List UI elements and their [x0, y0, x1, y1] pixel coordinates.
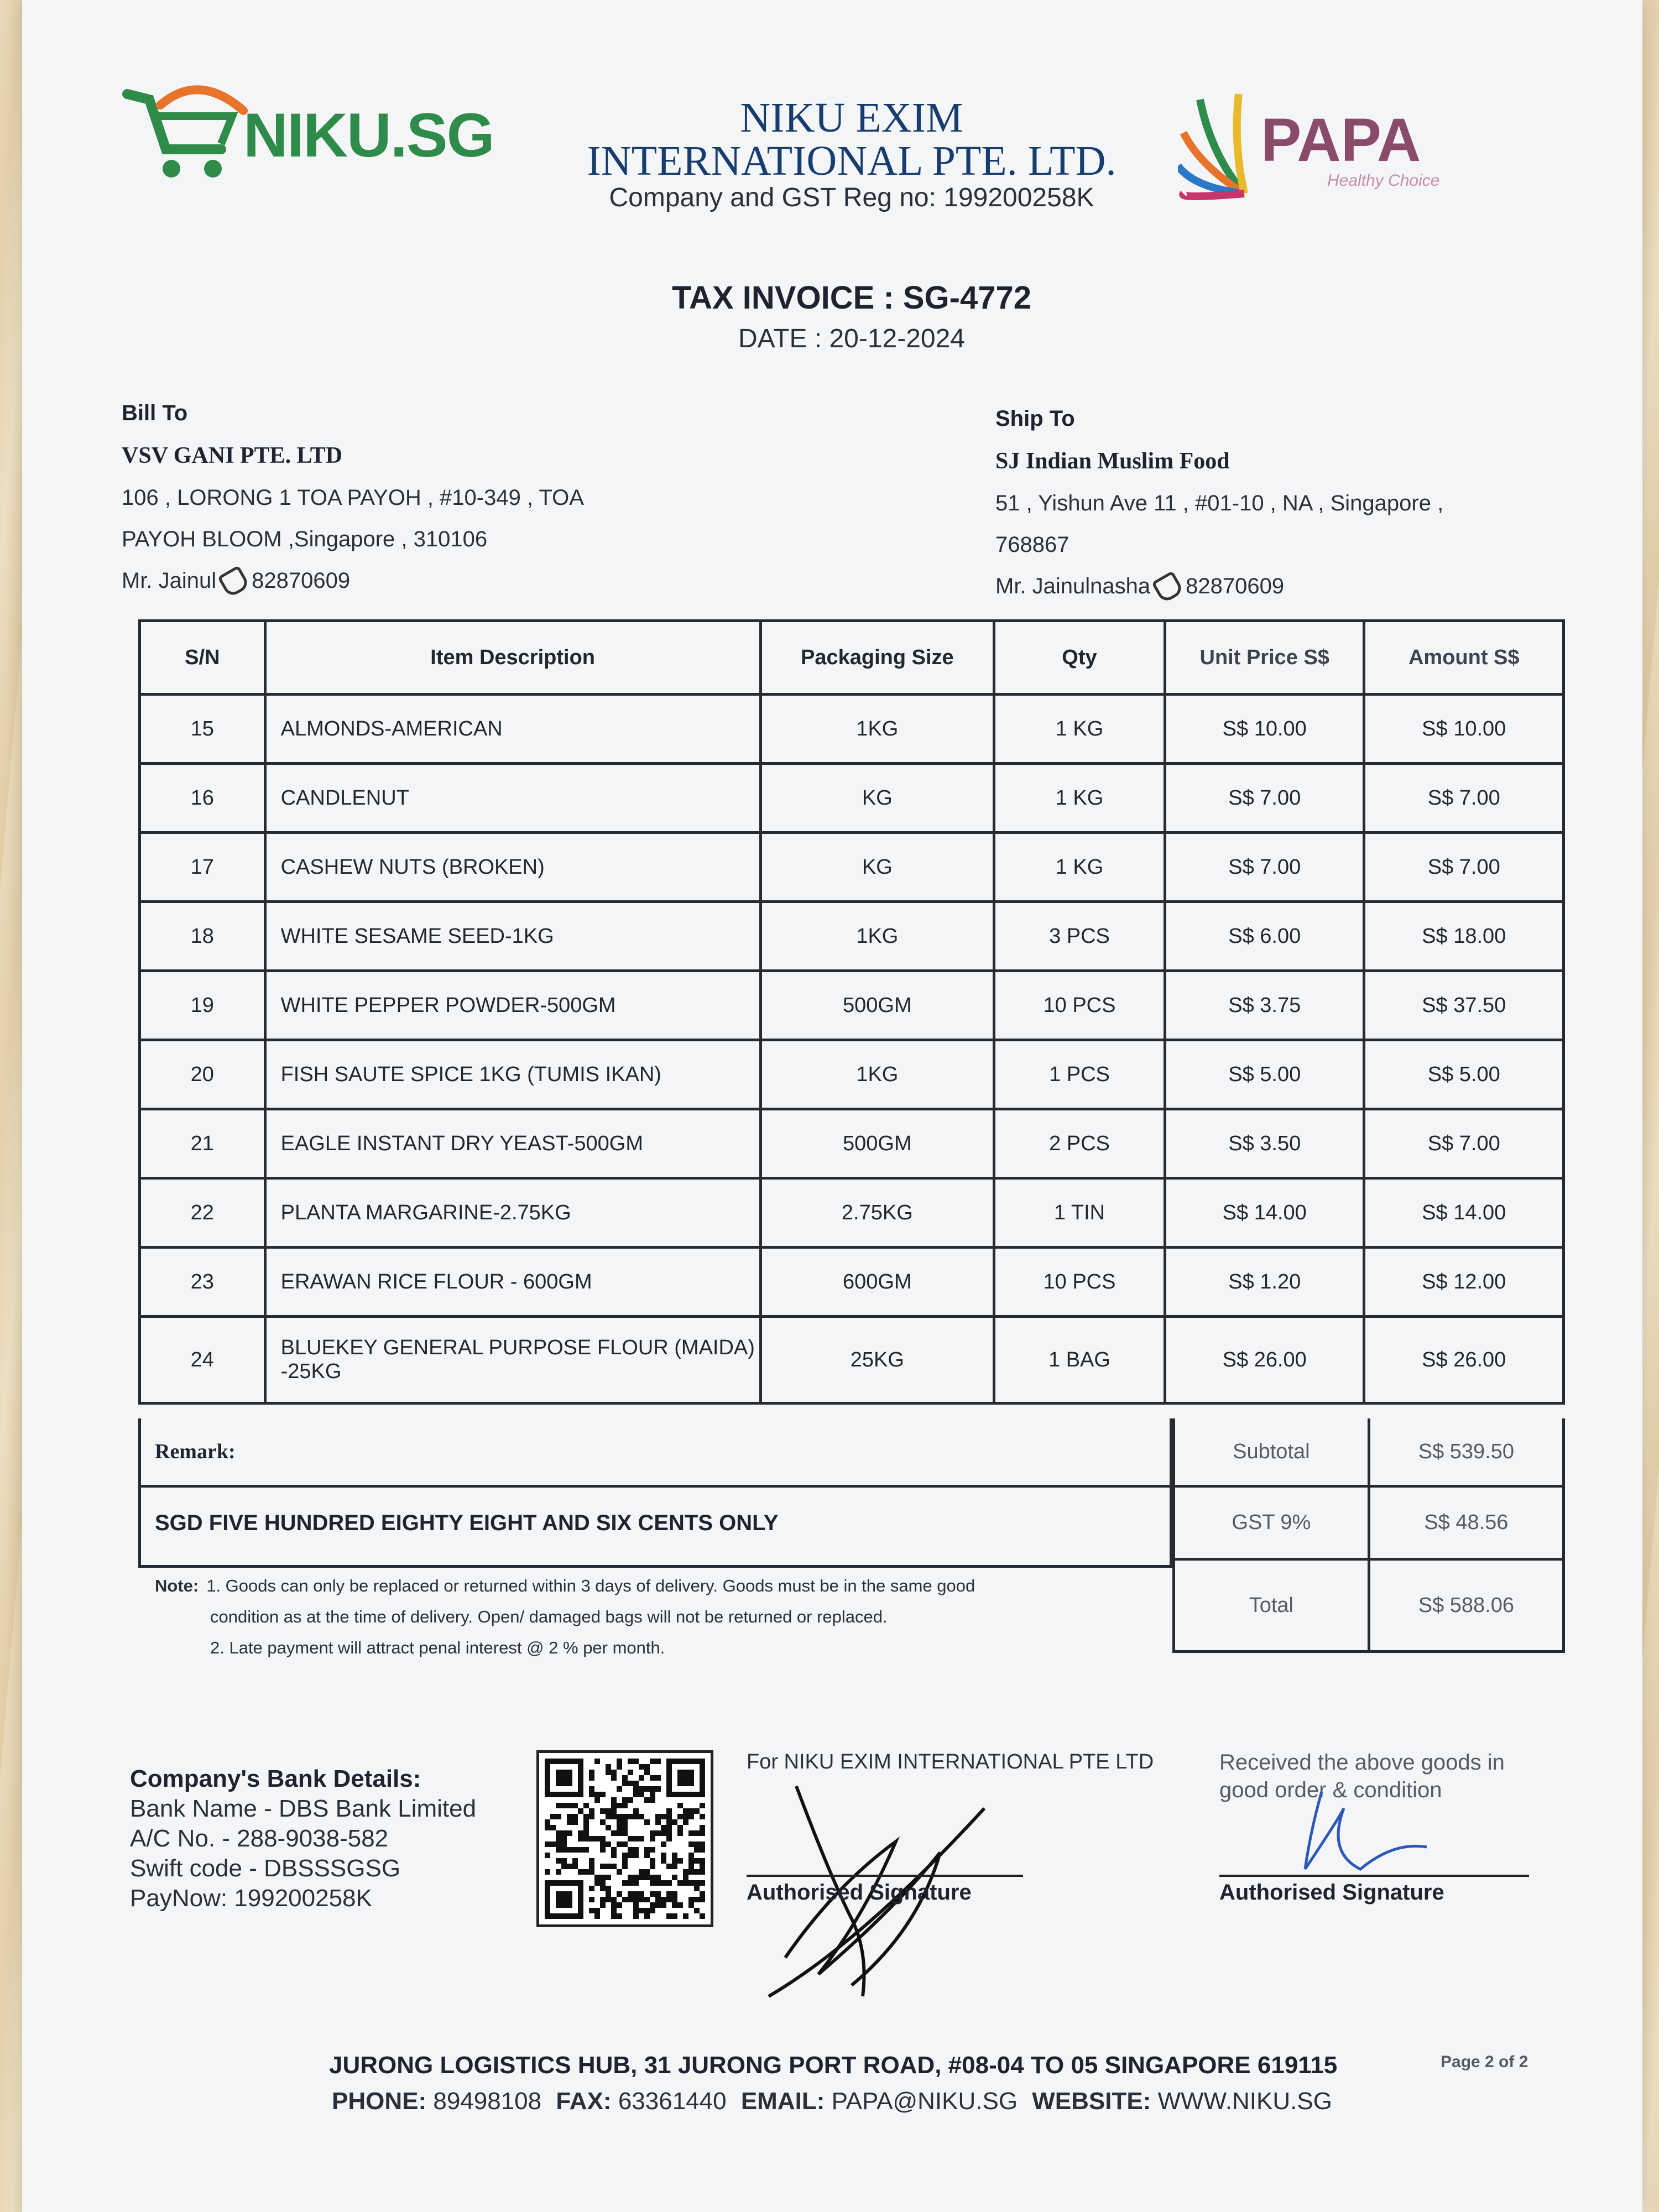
table-row [140, 1178, 1564, 1248]
cell-unit-price: S$ 3.75 [1165, 971, 1364, 1040]
cell-packaging: 1KG [760, 902, 994, 971]
invoice-title: TAX INVOICE : SG-4772 [672, 280, 1031, 316]
cell-packaging: 1KG [760, 695, 994, 764]
paynow-qr-code [536, 1750, 713, 1927]
table-row [140, 1248, 1564, 1317]
ship-to-contact-line [995, 574, 1548, 599]
niku-logo [116, 77, 525, 199]
items-table [138, 619, 1565, 1405]
table-header-row [140, 621, 1564, 695]
cell-amount: S$ 7.00 [1364, 1109, 1564, 1178]
cell-packaging: KG [760, 833, 994, 902]
bank-title: Company's Bank Details: [130, 1765, 421, 1792]
header-unit-price: Unit Price S$ [1165, 621, 1364, 695]
header-sn: S/N [140, 621, 265, 695]
bill-to-name: VSV GANI PTE. LTD [122, 443, 343, 468]
header-amount: Amount S$ [1364, 621, 1564, 695]
cell-sn: 20 [140, 1040, 265, 1109]
ship-to-phone: 82870609 [1186, 574, 1285, 598]
cell-sn: 17 [140, 833, 265, 902]
cell-qty: 1 KG [994, 833, 1165, 902]
total-value: S$ 588.06 [1369, 1559, 1563, 1652]
bill-to-contact-line [122, 568, 785, 594]
cell-packaging: 2.75KG [760, 1178, 994, 1248]
auth-signature-left: Authorised Signature [747, 1880, 972, 1905]
subtotal-row [1174, 1418, 1564, 1486]
bill-to-contact: Mr. Jainul [122, 568, 217, 593]
papa-logo-tagline: Healthy Choice [1327, 171, 1440, 190]
cell-unit-price: S$ 7.00 [1165, 764, 1364, 833]
header-qty: Qty [994, 621, 1165, 695]
cell-sn: 19 [140, 971, 265, 1040]
note-line-2: 2. Late payment will attract penal interest @ 2 % per month. [210, 1638, 665, 1657]
cell-packaging: 500GM [760, 971, 994, 1040]
company-reg: Company and GST Reg no: 199200258K [609, 183, 1094, 212]
auth-signature-left-line [747, 1875, 1023, 1877]
cell-qty: 1 KG [994, 695, 1165, 764]
cell-sn: 16 [140, 764, 265, 833]
received-text-2: good order & condition [1219, 1778, 1442, 1802]
footer-website-label: WEBSITE: [1032, 2088, 1151, 2115]
cell-packaging: 500GM [760, 1109, 994, 1178]
amount-in-words: SGD FIVE HUNDRED EIGHTY EIGHT AND SIX CENTS ONLY [155, 1511, 779, 1535]
auth-signature-right-line [1219, 1875, 1529, 1877]
table-row [140, 764, 1564, 833]
cell-unit-price: S$ 10.00 [1165, 695, 1364, 764]
cell-amount: S$ 26.00 [1364, 1317, 1564, 1404]
cell-unit-price: S$ 26.00 [1165, 1317, 1364, 1404]
cell-amount: S$ 12.00 [1364, 1248, 1564, 1317]
cell-qty: 1 TIN [994, 1178, 1165, 1248]
cell-description: FISH SAUTE SPICE 1KG (TUMIS IKAN) [265, 1040, 760, 1109]
header-packaging: Packaging Size [760, 621, 994, 695]
amount-words-box [138, 1488, 1172, 1568]
cell-qty: 1 KG [994, 764, 1165, 833]
bank-name: Bank Name - DBS Bank Limited [130, 1795, 477, 1822]
subtotal-label: Subtotal [1174, 1418, 1369, 1486]
footer-website: WWW.NIKU.SG [1157, 2088, 1332, 2115]
table-row [140, 1109, 1564, 1178]
cell-amount: S$ 7.00 [1364, 764, 1564, 833]
cell-packaging: 1KG [760, 1040, 994, 1109]
footer-fax: 63361440 [618, 2088, 727, 2115]
totals-table [1172, 1418, 1565, 1653]
cell-qty: 1 PCS [994, 1040, 1165, 1109]
table-row [140, 971, 1564, 1040]
cell-description: ERAWAN RICE FLOUR - 600GM [265, 1248, 760, 1317]
bill-to-phone: 82870609 [252, 568, 351, 593]
ship-to-address1: 51 , Yishun Ave 11 , #01-10 , NA , Singapore , [995, 491, 1444, 515]
cell-qty: 3 PCS [994, 902, 1165, 971]
cell-description: CASHEW NUTS (BROKEN) [265, 833, 760, 902]
leaf-fan-icon [1178, 88, 1266, 205]
cell-packaging: 600GM [760, 1248, 994, 1317]
cell-sn: 22 [140, 1178, 265, 1248]
cell-amount: S$ 5.00 [1364, 1040, 1564, 1109]
cell-unit-price: S$ 14.00 [1165, 1178, 1364, 1248]
remark-box [138, 1418, 1172, 1488]
cell-description: CANDLENUT [265, 764, 760, 833]
header-description: Item Description [265, 621, 760, 695]
footer-phone: 89498108 [433, 2088, 542, 2115]
note-label: Note: [155, 1576, 199, 1595]
phone-icon [217, 565, 251, 598]
bank-account: A/C No. - 288-9038-582 [130, 1825, 389, 1852]
cell-qty: 1 BAG [994, 1317, 1165, 1404]
footer-address: JURONG LOGISTICS HUB, 31 JURONG PORT ROAD, #08-04 TO 05 SINGAPORE 619115 [329, 2052, 1338, 2079]
remark-label: Remark: [155, 1440, 236, 1463]
cell-description: WHITE PEPPER POWDER-500GM [265, 971, 760, 1040]
footer-phone-label: PHONE: [332, 2088, 427, 2115]
footer-page: Page 2 of 2 [1441, 2053, 1528, 2071]
company-name-line1: NIKU EXIM [740, 95, 963, 141]
note-line-1b: condition as at the time of delivery. Open/ damaged bags will not be returned or replaced. [210, 1607, 888, 1626]
cell-description: BLUEKEY GENERAL PURPOSE FLOUR (MAIDA) -25KG [265, 1317, 760, 1404]
phone-icon [1151, 571, 1185, 604]
note-line-1: Note: 1. Goods can only be replaced or returned within 3 days of delivery. Goods must be in the same good [155, 1576, 975, 1595]
subtotal-value: S$ 539.50 [1369, 1418, 1563, 1486]
cell-sn: 21 [140, 1109, 265, 1178]
cell-sn: 23 [140, 1248, 265, 1317]
cell-sn: 18 [140, 902, 265, 971]
total-row [1174, 1559, 1564, 1652]
cart-icon [116, 77, 249, 188]
footer-contact [332, 2088, 1604, 2115]
footer-email: PAPA@NIKU.SG [831, 2088, 1018, 2115]
cell-sn: 24 [140, 1317, 265, 1404]
bank-swift: Swift code - DBSSSGSG [130, 1855, 401, 1882]
ship-to-block [995, 406, 1548, 599]
cell-amount: S$ 7.00 [1364, 833, 1564, 902]
cell-amount: S$ 37.50 [1364, 971, 1564, 1040]
table-row [140, 902, 1564, 971]
receiver-signature [1272, 1786, 1438, 1886]
cell-description: ALMONDS-AMERICAN [265, 695, 760, 764]
bank-details [130, 1764, 572, 1913]
gst-value: S$ 48.56 [1369, 1486, 1563, 1559]
bill-to-address1: 106 , LORONG 1 TOA PAYOH , #10-349 , TOA [122, 486, 584, 510]
company-name-line2: INTERNATIONAL PTE. LTD. [587, 138, 1117, 184]
cell-unit-price: S$ 6.00 [1165, 902, 1364, 971]
cell-description: EAGLE INSTANT DRY YEAST-500GM [265, 1109, 760, 1178]
footer-fax-label: FAX: [556, 2088, 612, 2115]
total-label: Total [1174, 1559, 1369, 1652]
for-company-label: For NIKU EXIM INTERNATIONAL PTE LTD [747, 1750, 1154, 1773]
gst-label: GST 9% [1174, 1486, 1369, 1559]
gst-row [1174, 1486, 1564, 1559]
cell-packaging: 25KG [760, 1317, 994, 1404]
bill-to-block [122, 401, 785, 594]
cell-description: WHITE SESAME SEED-1KG [265, 902, 760, 971]
ship-to-address2: 768867 [995, 533, 1070, 557]
table-row [140, 1317, 1564, 1404]
footer-email-label: EMAIL: [740, 2088, 825, 2115]
bill-to-label: Bill To [122, 401, 188, 425]
invoice-paper [22, 0, 1642, 2212]
niku-logo-text: NIKU.SG [243, 101, 494, 170]
cell-packaging: KG [760, 764, 994, 833]
cell-amount: S$ 14.00 [1364, 1178, 1564, 1248]
cell-unit-price: S$ 5.00 [1165, 1040, 1364, 1109]
cell-amount: S$ 10.00 [1364, 695, 1564, 764]
received-text-1: Received the above goods in [1219, 1750, 1505, 1775]
cell-qty: 10 PCS [994, 1248, 1165, 1317]
papa-logo [1178, 83, 1488, 216]
ship-to-contact: Mr. Jainulnasha [995, 574, 1151, 598]
cell-description: PLANTA MARGARINE-2.75KG [265, 1178, 760, 1248]
table-row [140, 1040, 1564, 1109]
cell-amount: S$ 18.00 [1364, 902, 1564, 971]
bank-paynow: PayNow: 199200258K [130, 1885, 372, 1912]
cell-unit-price: S$ 1.20 [1165, 1248, 1364, 1317]
papa-logo-text: PAPA [1261, 106, 1421, 174]
invoice-date: DATE : 20-12-2024 [738, 324, 965, 353]
cell-sn: 15 [140, 695, 265, 764]
table-row [140, 833, 1564, 902]
table-row [140, 695, 1564, 764]
ship-to-name: SJ Indian Muslim Food [995, 448, 1230, 474]
cell-qty: 2 PCS [994, 1109, 1165, 1178]
cell-unit-price: S$ 7.00 [1165, 833, 1364, 902]
cell-unit-price: S$ 3.50 [1165, 1109, 1364, 1178]
notes-block [155, 1571, 1150, 1663]
auth-signature-right: Authorised Signature [1219, 1880, 1444, 1905]
cell-qty: 10 PCS [994, 971, 1165, 1040]
bill-to-address2: PAYOH BLOOM ,Singapore , 310106 [122, 527, 488, 551]
ship-to-label: Ship To [995, 406, 1075, 431]
qr-icon [539, 1753, 711, 1924]
